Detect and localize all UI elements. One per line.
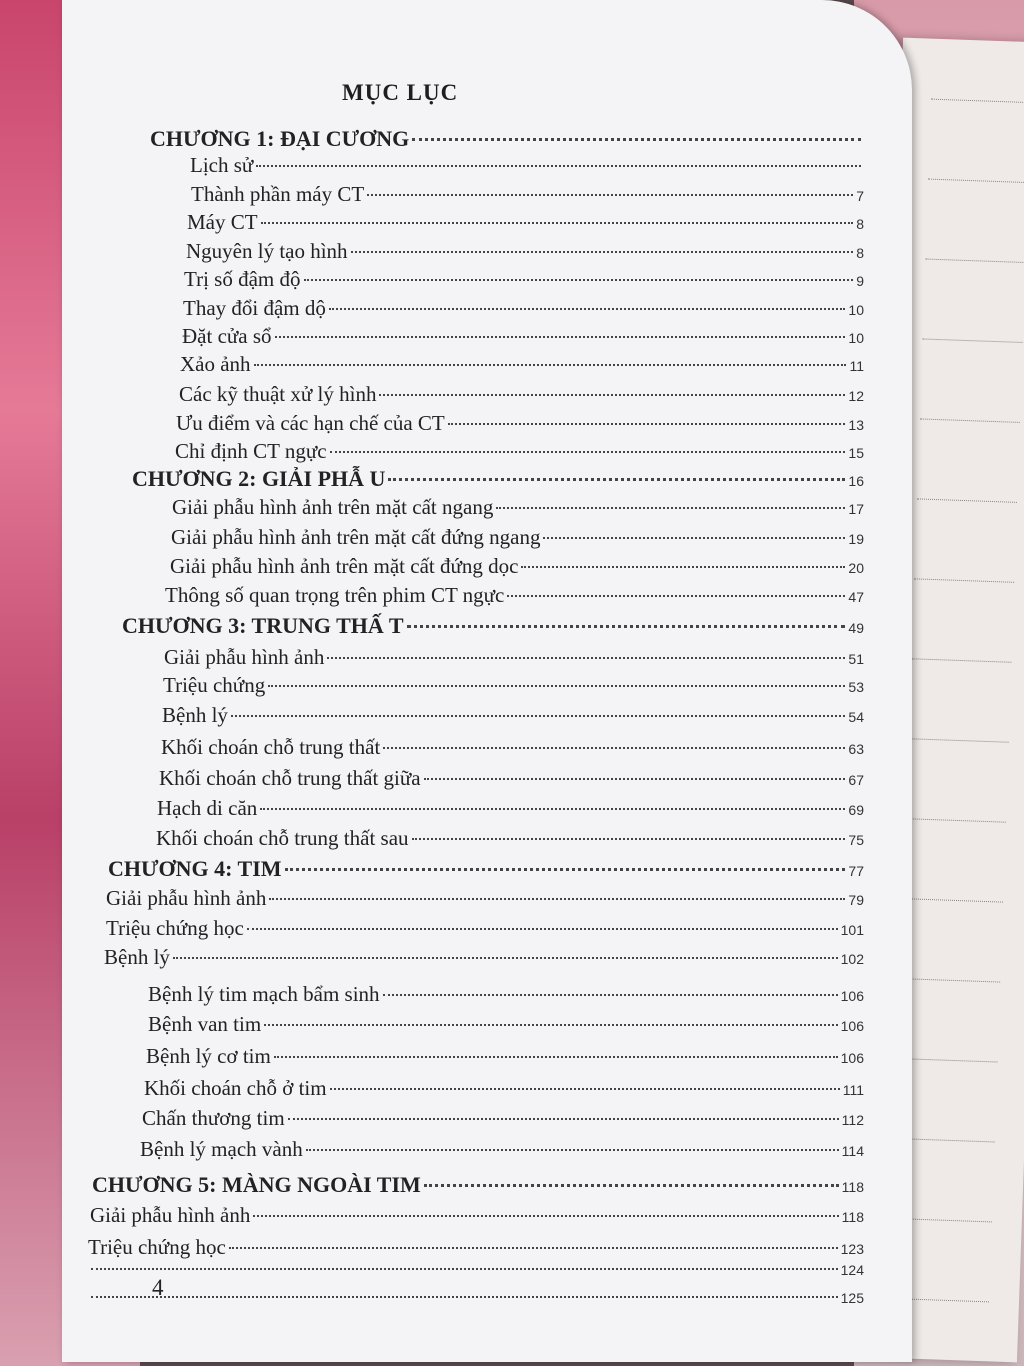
toc-page-number: 124 bbox=[840, 1262, 864, 1278]
toc-label: CHƯƠNG 4: TIM bbox=[108, 856, 282, 881]
toc-label: CHƯƠNG 2: GIẢI PHẪ U bbox=[132, 466, 386, 491]
toc-label: Ưu điểm và các hạn chế của CT bbox=[176, 411, 445, 435]
toc-page-number: 79 bbox=[848, 892, 864, 908]
toc-page-number: 15 bbox=[848, 445, 864, 461]
toc-page-number: 111 bbox=[842, 1082, 864, 1098]
toc-entry bbox=[176, 411, 864, 439]
toc-leader-dots bbox=[229, 1247, 838, 1249]
toc-page-number: 16 bbox=[848, 473, 864, 489]
toc-page-number: 12 bbox=[848, 388, 864, 404]
toc-page-number: 77 bbox=[848, 863, 864, 879]
toc-leader-dots bbox=[448, 423, 846, 425]
toc-leader-dots bbox=[275, 336, 846, 338]
toc-leader-dots bbox=[274, 1056, 838, 1058]
toc-label: Đặt cửa sổ bbox=[182, 324, 272, 348]
toc-page-number: 7 bbox=[856, 188, 864, 204]
toc-leader-dots bbox=[383, 747, 845, 749]
toc-label: Bệnh van tim bbox=[148, 1012, 262, 1036]
toc-label: Bệnh lý mạch vành bbox=[140, 1137, 303, 1161]
toc-chapter bbox=[122, 613, 864, 641]
toc-page-number: 106 bbox=[840, 1050, 864, 1066]
toc-entry bbox=[156, 826, 864, 854]
toc-leader-dots bbox=[285, 868, 846, 871]
toc-label: Bệnh lý bbox=[162, 703, 228, 727]
toc-label: Trị số đậm độ bbox=[184, 267, 301, 291]
toc-page-number: 17 bbox=[848, 501, 864, 517]
toc-page-number: 69 bbox=[848, 802, 864, 818]
toc-page-number: 106 bbox=[840, 1018, 864, 1034]
toc-leader-dots bbox=[379, 394, 845, 396]
toc-label: Chấn thương tim bbox=[142, 1106, 285, 1130]
toc-entry bbox=[182, 324, 864, 352]
page-number: 4 bbox=[152, 1275, 164, 1300]
book-page bbox=[62, 0, 912, 1362]
toc-label: Máy CT bbox=[187, 210, 258, 234]
toc-leader-dots bbox=[288, 1118, 839, 1120]
toc-entry bbox=[88, 1262, 864, 1290]
toc-entry bbox=[172, 495, 864, 523]
toc-label: Xảo ảnh bbox=[180, 352, 251, 376]
toc-label: Khối choán chỗ trung thất sau bbox=[156, 826, 409, 850]
toc-label: Khối choán chỗ trung thất bbox=[161, 735, 381, 759]
toc-label: CHƯƠNG 1: ĐẠI CƯƠNG bbox=[150, 126, 410, 151]
toc-entry bbox=[104, 945, 864, 973]
toc-page-number: 13 bbox=[848, 417, 864, 433]
toc-label: Khối choán chỗ trung thất giữa bbox=[159, 766, 421, 790]
toc-leader-dots bbox=[330, 1088, 840, 1090]
toc-entry bbox=[90, 1203, 864, 1231]
toc-label: Thông số quan trọng trên phim CT ngực bbox=[165, 583, 505, 607]
toc-page-number: 106 bbox=[840, 988, 864, 1004]
toc-label: Giải phẫu hình ảnh bbox=[106, 886, 267, 910]
toc-chapter bbox=[150, 126, 864, 154]
toc-label: Các kỹ thuật xử lý hình bbox=[179, 382, 377, 406]
toc-leader-dots bbox=[329, 308, 846, 310]
toc-entry bbox=[187, 210, 864, 238]
toc-label: Giải phẫu hình ảnh bbox=[164, 645, 325, 669]
toc-entry bbox=[179, 382, 864, 410]
toc-chapter bbox=[132, 466, 864, 494]
toc-entry bbox=[171, 525, 864, 553]
toc-label: Triệu chứng bbox=[163, 673, 266, 697]
toc-leader-dots bbox=[496, 507, 845, 509]
toc-leader-dots bbox=[424, 1184, 839, 1187]
toc-page-number: 114 bbox=[841, 1143, 864, 1159]
toc-page-number: 101 bbox=[840, 922, 864, 938]
toc-leader-dots bbox=[91, 1268, 838, 1270]
toc-page-number: 75 bbox=[848, 832, 864, 848]
toc-leader-dots bbox=[412, 138, 861, 141]
toc-label: Giải phẫu hình ảnh trên mặt cất ngang bbox=[172, 495, 494, 519]
toc-entry bbox=[164, 645, 864, 673]
toc-entry bbox=[144, 1076, 864, 1104]
toc-label: Chỉ định CT ngực bbox=[175, 439, 327, 463]
toc-label: Giải phẫu hình ảnh trên mặt cất đứng ngang bbox=[171, 525, 541, 549]
toc-page-number: 118 bbox=[841, 1209, 864, 1225]
toc-entry bbox=[175, 439, 864, 467]
toc-entry bbox=[165, 583, 864, 611]
toc-page-number: 51 bbox=[848, 651, 864, 667]
toc-leader-dots bbox=[327, 657, 845, 659]
toc-leader-dots bbox=[247, 928, 838, 930]
toc-leader-dots bbox=[412, 838, 846, 840]
toc-label: Giải phẫu hình ảnh bbox=[90, 1203, 251, 1227]
toc-label: Nguyên lý tạo hình bbox=[186, 239, 348, 263]
toc-leader-dots bbox=[367, 194, 853, 196]
toc-leader-dots bbox=[351, 251, 854, 253]
toc-entry bbox=[162, 703, 864, 731]
toc-entry bbox=[148, 982, 864, 1010]
toc-page-number: 123 bbox=[840, 1241, 864, 1257]
toc-entry bbox=[148, 1012, 864, 1040]
toc-page-number: 125 bbox=[840, 1290, 864, 1306]
toc-entry bbox=[190, 153, 864, 181]
toc-page-number: 63 bbox=[848, 741, 864, 757]
toc-leader-dots bbox=[261, 222, 854, 224]
toc-label: Hạch di căn bbox=[157, 796, 258, 820]
toc-leader-dots bbox=[268, 685, 845, 687]
toc-page-number: 19 bbox=[848, 531, 864, 547]
toc-page-number: 112 bbox=[841, 1112, 864, 1128]
toc-label: CHƯƠNG 3: TRUNG THẤ T bbox=[122, 613, 404, 638]
toc-leader-dots bbox=[543, 537, 845, 539]
toc-leader-dots bbox=[424, 778, 846, 780]
toc-label: CHƯƠNG 5: MÀNG NGOÀI TIM bbox=[92, 1172, 421, 1197]
toc-entry bbox=[186, 239, 864, 267]
toc-entry bbox=[106, 916, 864, 944]
toc-leader-dots bbox=[306, 1149, 839, 1151]
toc-entry bbox=[142, 1106, 864, 1134]
page-title: MỤC LỤC bbox=[342, 80, 459, 105]
toc-page-number: 20 bbox=[848, 560, 864, 576]
toc-page-number: 10 bbox=[848, 302, 864, 318]
toc-entry bbox=[170, 554, 864, 582]
toc-leader-dots bbox=[304, 279, 854, 281]
toc-label: Bệnh lý tim mạch bẩm sinh bbox=[148, 982, 380, 1006]
toc-leader-dots bbox=[507, 595, 845, 597]
toc-page-number: 54 bbox=[848, 709, 864, 725]
toc-page-number: 8 bbox=[856, 245, 864, 261]
toc-entry bbox=[183, 296, 864, 324]
toc-entry bbox=[191, 182, 864, 210]
toc-entry bbox=[106, 886, 864, 914]
toc-entry bbox=[180, 352, 864, 380]
toc-page-number: 49 bbox=[848, 620, 864, 636]
toc-leader-dots bbox=[260, 808, 845, 810]
toc-page-number: 11 bbox=[849, 358, 864, 374]
toc-leader-dots bbox=[383, 994, 838, 996]
toc-leader-dots bbox=[407, 625, 846, 628]
toc-entry bbox=[163, 673, 864, 701]
toc-entry bbox=[88, 1290, 864, 1318]
toc-leader-dots bbox=[330, 451, 846, 453]
toc-leader-dots bbox=[256, 165, 861, 167]
toc-page-number: 67 bbox=[848, 772, 864, 788]
toc-label: Giải phẫu hình ảnh trên mặt cất đứng dọc bbox=[170, 554, 519, 578]
toc-page-number: 9 bbox=[856, 273, 864, 289]
toc-label: Khối choán chỗ ở tim bbox=[144, 1076, 327, 1100]
toc-entry bbox=[159, 766, 864, 794]
toc-page-number: 53 bbox=[848, 679, 864, 695]
toc-leader-dots bbox=[91, 1296, 838, 1298]
toc-label: Lịch sử bbox=[190, 153, 254, 177]
toc-leader-dots bbox=[254, 364, 847, 366]
toc-chapter bbox=[108, 856, 864, 884]
toc-leader-dots bbox=[253, 1215, 838, 1217]
toc-entry bbox=[161, 735, 864, 763]
toc-leader-dots bbox=[264, 1024, 837, 1026]
toc-page-number: 47 bbox=[848, 589, 864, 605]
toc-leader-dots bbox=[231, 715, 846, 717]
toc-label: Bệnh lý cơ tim bbox=[146, 1044, 271, 1068]
toc-page-number: 102 bbox=[840, 951, 864, 967]
toc-entry bbox=[146, 1044, 864, 1072]
toc-leader-dots bbox=[388, 478, 845, 481]
toc-page-number: 118 bbox=[841, 1179, 864, 1195]
toc-label: Thành phần máy CT bbox=[191, 182, 365, 206]
toc-label: Thay đổi đậm dộ bbox=[183, 296, 326, 320]
toc-page-number: 8 bbox=[856, 216, 864, 232]
toc-label: Bệnh lý bbox=[104, 945, 170, 969]
toc-leader-dots bbox=[521, 566, 845, 568]
toc-chapter bbox=[92, 1172, 864, 1200]
toc-leader-dots bbox=[173, 957, 838, 959]
toc-page-number: 10 bbox=[848, 330, 864, 346]
toc-entry bbox=[140, 1137, 864, 1165]
toc-leader-dots bbox=[269, 898, 845, 900]
toc-label: Triệu chứng học bbox=[88, 1235, 226, 1259]
toc-entry bbox=[157, 796, 864, 824]
toc-entry bbox=[184, 267, 864, 295]
toc-entry bbox=[88, 1235, 864, 1263]
toc-label: Triệu chứng học bbox=[106, 916, 244, 940]
